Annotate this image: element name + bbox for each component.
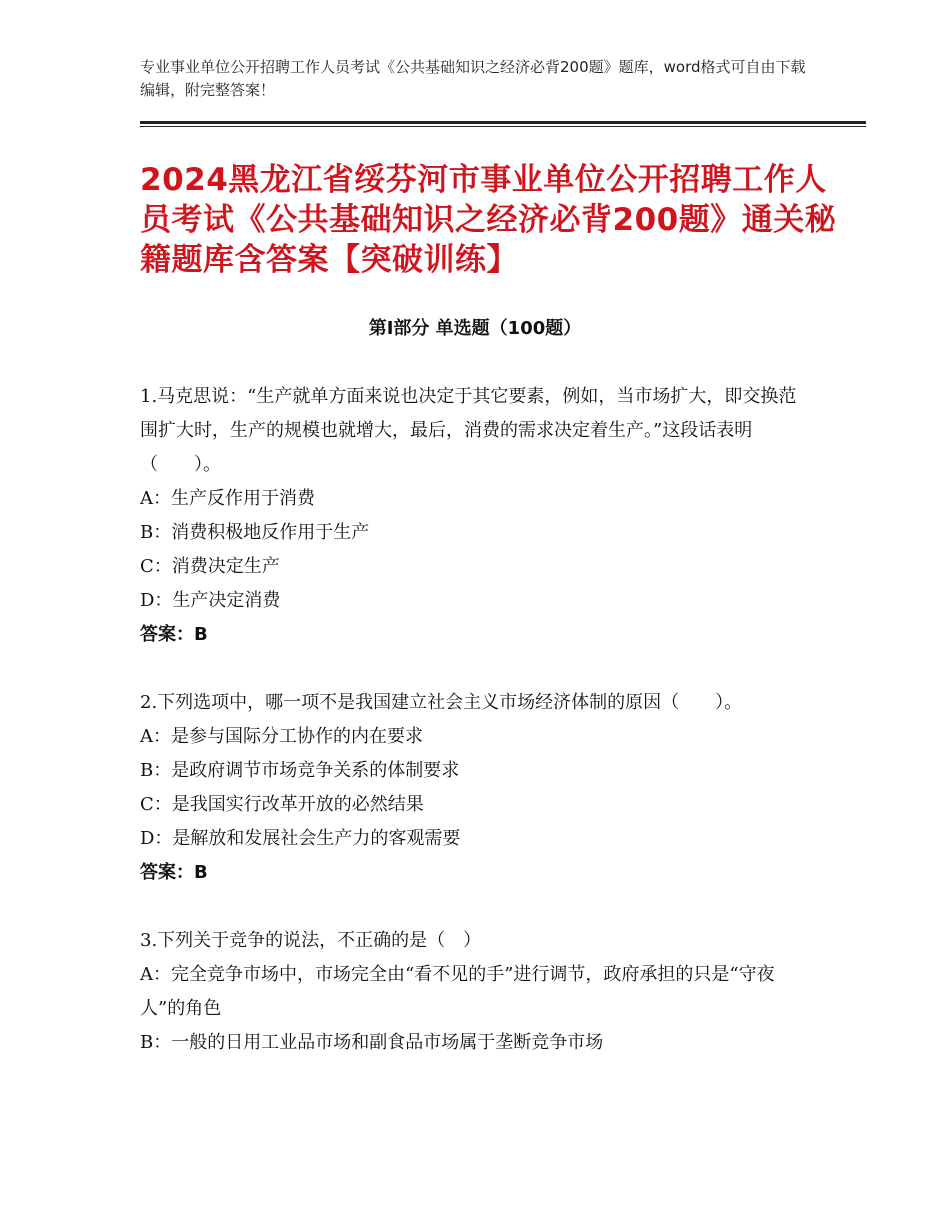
answer: 答案：B bbox=[140, 624, 208, 645]
question-stem: 2.下列选项中，哪一项不是我国建立社会主义市场经济体制的原因（ ）。 bbox=[140, 692, 743, 713]
option-a: A：完全竞争市场中，市场完全由“看不见的手”进行调节，政府承担的只是“守夜人”的角色 bbox=[140, 964, 775, 1019]
option-c: C：是我国实行改革开放的必然结果 bbox=[140, 794, 424, 815]
question-1 bbox=[140, 380, 810, 652]
header-note: 专业事业单位公开招聘工作人员考试《公共基础知识之经济必背200题》题库，word格式可自由下载编辑，附完整答案！ bbox=[140, 58, 806, 99]
answer: 答案：B bbox=[140, 862, 208, 883]
header-rule-thick bbox=[140, 121, 866, 124]
document-title: 2024黑龙江省绥芬河市事业单位公开招聘工作人员考试《公共基础知识之经济必背200题》通关秘籍题库含答案【突破训练】 bbox=[140, 162, 837, 278]
question-stem: 1.马克思说：“生产就单方面来说也决定于其它要素，例如，当市场扩大，即交换范围扩大时，生产的规模也就增大，最后，消费的需求决定着生产。”这段话表明（ ）。 bbox=[140, 386, 797, 475]
option-a: A：是参与国际分工协作的内在要求 bbox=[140, 726, 423, 747]
option-d: D：生产决定消费 bbox=[140, 590, 281, 611]
question-3 bbox=[140, 924, 810, 1060]
section-title: 第Ⅰ部分 单选题（100题） bbox=[368, 318, 582, 339]
option-c: C：消费决定生产 bbox=[140, 556, 280, 577]
question-2 bbox=[140, 686, 810, 890]
option-b: B：一般的日用工业品市场和副食品市场属于垄断竞争市场 bbox=[140, 1032, 604, 1053]
question-list bbox=[140, 380, 810, 1094]
option-a: A：生产反作用于消费 bbox=[140, 488, 315, 509]
option-d: D：是解放和发展社会生产力的客观需要 bbox=[140, 828, 461, 849]
header-rule-thin bbox=[140, 126, 866, 127]
question-stem: 3.下列关于竞争的说法，不正确的是（ ） bbox=[140, 930, 482, 951]
option-b: B：消费积极地反作用于生产 bbox=[140, 522, 370, 543]
option-b: B：是政府调节市场竞争关系的体制要求 bbox=[140, 760, 460, 781]
